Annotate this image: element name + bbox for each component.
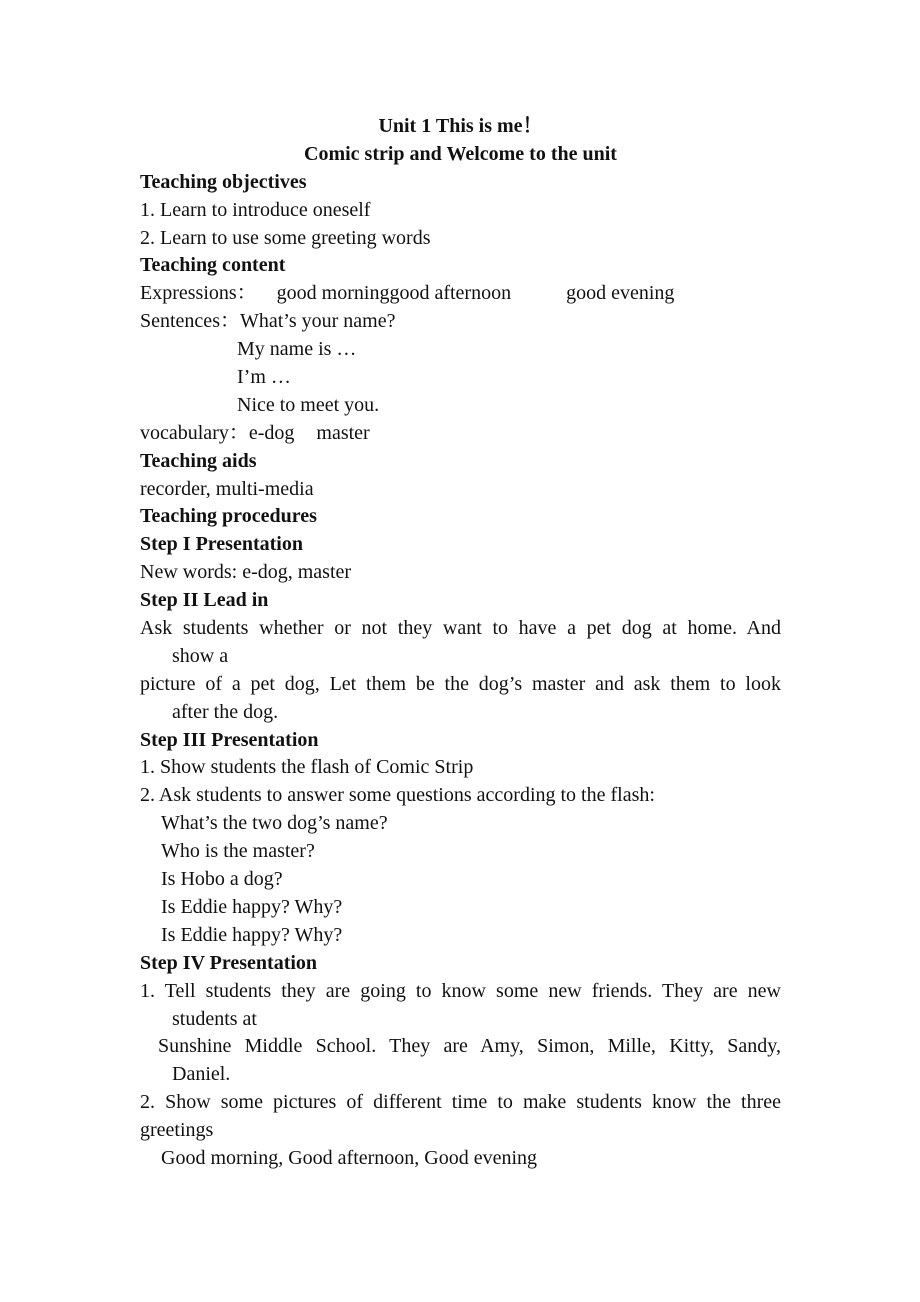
sentence-item: My name is … [237,338,357,361]
greetings-line: Good morning, Good afternoon, Good evening [161,1146,538,1169]
question-item: Is Eddie happy? Why? [161,895,343,918]
sentences-line [140,308,781,336]
step4-item-line: Daniel. [172,1063,231,1086]
section-heading-procedures: Teaching procedures [140,505,317,528]
question-item: Is Hobo a dog? [161,868,283,891]
question-item: What’s the two dog’s name? [161,812,388,835]
expression-item: good evening [566,282,675,305]
vocabulary-line [140,420,781,448]
vocabulary-item: master [316,421,370,444]
sentence-item: What’s your name? [239,310,396,333]
question-item: Who is the master? [161,840,315,863]
aids-text: recorder, multi-media [140,477,314,500]
step4-item-line: students at [172,1007,257,1030]
step4-item-line: Sunshine Middle School. They are Amy, Simon, Mille, Kitty, Sandy, [158,1035,781,1058]
step4-heading: Step IV Presentation [140,951,318,974]
step2-heading: Step II Lead in [140,589,269,612]
section-heading-aids: Teaching aids [140,449,257,472]
section-heading-content: Teaching content [140,254,286,277]
document-page [140,113,781,1173]
vocabulary-item: e-dog [248,421,295,444]
section-heading-objectives: Teaching objectives [140,170,307,193]
step2-paragraph-line: after the dog. [172,700,279,723]
sentence-item: Nice to meet you. [237,393,380,416]
document-subtitle: Comic strip and Welcome to the unit [304,142,617,165]
step1-text: New words: e-dog, master [140,561,352,584]
step2-paragraph-line: picture of a pet dog, Let them be the dog’s master and ask them to look [140,672,781,695]
step2-paragraph-line: Ask students whether or not they want to have a pet dog at home. And [140,617,781,640]
vocabulary-label: vocabulary： [140,421,249,444]
question-item: Is Eddie happy? Why? [161,923,343,946]
step3-item: 1. Show students the flash of Comic Strip [140,756,474,779]
step4-item-line: 2. Show some pictures of different time to make students know the three [140,1091,781,1114]
step3-heading: Step III Presentation [140,728,319,751]
step4-item-line: greetings [140,1119,214,1142]
step2-paragraph-line: show a [172,644,229,667]
expression-item: good morning [276,282,390,305]
step4-item-line: 1. Tell students they are going to know some new friends. They are new [140,979,781,1002]
sentence-item: I’m … [237,366,291,389]
objective-item: 1. Learn to introduce oneself [140,198,371,221]
expression-item: good afternoon [389,282,512,305]
step3-item: 2. Ask students to answer some questions according to the flash: [140,784,655,807]
step1-heading: Step I Presentation [140,533,303,556]
sentences-label: Sentences： [140,310,240,333]
objective-item: 2. Learn to use some greeting words [140,226,431,249]
expressions-line [140,280,781,308]
document-title: Unit 1 This is me！ [378,115,543,137]
expressions-label: Expressions： [140,282,257,305]
